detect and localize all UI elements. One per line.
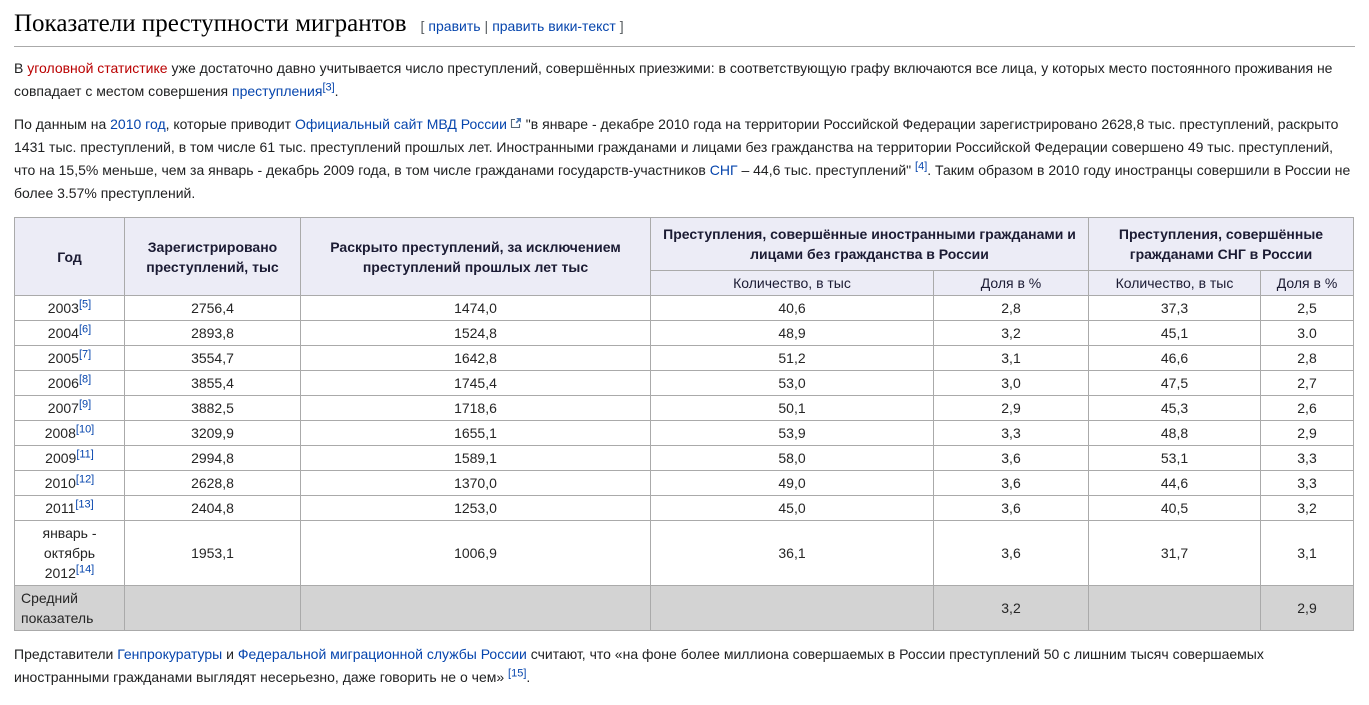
table-header-row-1: [15, 218, 1354, 271]
edit-bracket-open: [: [420, 18, 425, 34]
link-wrap: [110, 116, 165, 132]
reference-link[interactable]: [10]: [75, 423, 95, 436]
section-heading: [14, 6, 1355, 47]
reference-marker: [76, 448, 94, 460]
data-cell-solved: 1006,9: [301, 521, 651, 586]
data-cell-foreign_qty: 58,0: [651, 446, 934, 471]
data-cell-registered: 2994,8: [125, 446, 301, 471]
year-cell: 2011[13]: [15, 496, 125, 521]
edit-section: [421, 18, 624, 34]
data-cell-foreign_qty: 50,1: [651, 396, 934, 421]
header-foreign-share: Доля в %: [934, 271, 1089, 296]
data-cell-cis_share: 2,9: [1261, 421, 1354, 446]
data-cell-cis_qty: 46,6: [1089, 346, 1261, 371]
data-cell-cis_qty: 48,8: [1089, 421, 1261, 446]
data-cell-registered: 3209,9: [125, 421, 301, 446]
average-cell-cis_share: 2,9: [1261, 586, 1354, 631]
link-wrap: [238, 646, 527, 662]
data-cell-cis_share: 3,3: [1261, 471, 1354, 496]
wiki-link[interactable]: Федеральной миграционной службы России: [237, 646, 527, 663]
external-link-icon: [510, 117, 522, 129]
data-cell-foreign_share: 3,6: [934, 446, 1089, 471]
reference-link[interactable]: [14]: [75, 563, 95, 576]
reference-marker: [76, 423, 94, 435]
header-cis-group: Преступления, совершённые гражданами СНГ в России: [1089, 218, 1354, 271]
average-cell-registered: [125, 586, 301, 631]
year-cell: 2003[5]: [15, 296, 125, 321]
average-cell-cis_qty: [1089, 586, 1261, 631]
data-cell-cis_qty: 53,1: [1089, 446, 1261, 471]
reference-link[interactable]: [4]: [915, 160, 928, 173]
wiki-link[interactable]: Генпрокуратуры: [117, 646, 223, 663]
reference-marker: [79, 298, 91, 310]
table-row: [15, 296, 1354, 321]
data-cell-solved: 1655,1: [301, 421, 651, 446]
data-cell-foreign_share: 3,2: [934, 321, 1089, 346]
year-cell: 2005[7]: [15, 346, 125, 371]
data-cell-foreign_qty: 51,2: [651, 346, 934, 371]
year-cell: 2008[10]: [15, 421, 125, 446]
data-cell-registered: 1953,1: [125, 521, 301, 586]
link-wrap: [117, 646, 222, 662]
data-cell-foreign_share: 3,3: [934, 421, 1089, 446]
data-cell-registered: 2404,8: [125, 496, 301, 521]
paragraph-officials-opinion: [14, 643, 1355, 689]
reference-marker: [79, 348, 91, 360]
data-cell-cis_share: 3.0: [1261, 321, 1354, 346]
link-wrap: [710, 162, 738, 178]
data-cell-foreign_qty: 48,9: [651, 321, 934, 346]
data-cell-cis_qty: 31,7: [1089, 521, 1261, 586]
text-run: В: [14, 59, 28, 76]
edit-bracket-close: ]: [619, 18, 624, 34]
red-wiki-link[interactable]: уголовной статистике: [27, 59, 168, 76]
data-cell-cis_share: 3,1: [1261, 521, 1354, 586]
header-foreign-group: Преступления, совершённые иностранными гражданами и лицами без гражданства в России: [651, 218, 1089, 271]
reference-marker: [79, 373, 91, 385]
reference-marker: [79, 398, 91, 410]
edit-separator: |: [484, 18, 489, 34]
reference-marker: [322, 81, 334, 93]
external-link[interactable]: Официальный сайт МВД России: [294, 115, 507, 132]
edit-wikitext-link[interactable]: править вики-текст: [492, 18, 616, 34]
data-cell-registered: 3855,4: [125, 371, 301, 396]
data-cell-solved: 1474,0: [301, 296, 651, 321]
data-cell-foreign_share: 3,6: [934, 521, 1089, 586]
data-cell-solved: 1589,1: [301, 446, 651, 471]
reference-link[interactable]: [13]: [75, 498, 94, 511]
table-row: [15, 396, 1354, 421]
text-run: уже достаточно давно учитывается число преступлений, совершённых приезжими: в соответствующую графу включаются все лица, у которых место постоянного проживания не совпадает с местом совершения: [14, 59, 1333, 99]
text-run: и: [222, 646, 238, 663]
year-cell: 2007[9]: [15, 396, 125, 421]
average-cell-foreign_qty: [651, 586, 934, 631]
text-run: . Таким образом в 2010 году иностранцы совершили в России не более 3.57% преступлений.: [14, 161, 1351, 201]
data-cell-cis_share: 2,8: [1261, 346, 1354, 371]
migrant-crime-table: [14, 217, 1354, 631]
data-cell-solved: 1642,8: [301, 346, 651, 371]
data-cell-registered: 3882,5: [125, 396, 301, 421]
text-run: .: [526, 669, 531, 686]
data-cell-solved: 1745,4: [301, 371, 651, 396]
data-cell-registered: 3554,7: [125, 346, 301, 371]
reference-link[interactable]: [15]: [508, 667, 527, 680]
table-row: [15, 446, 1354, 471]
average-row-label: Средний показатель: [15, 586, 125, 631]
reference-marker: [915, 160, 927, 172]
table-row: [15, 321, 1354, 346]
average-cell-solved: [301, 586, 651, 631]
data-cell-cis_share: 2,6: [1261, 396, 1354, 421]
link-wrap: [27, 60, 167, 76]
data-cell-cis_share: 2,7: [1261, 371, 1354, 396]
year-cell: 2004[6]: [15, 321, 125, 346]
header-cis-quantity: Количество, в тыс: [1089, 271, 1261, 296]
data-cell-foreign_qty: 36,1: [651, 521, 934, 586]
paragraph-mvd-2010: [14, 113, 1355, 205]
reference-link[interactable]: [12]: [75, 473, 95, 486]
data-cell-foreign_share: 3,6: [934, 496, 1089, 521]
table-row: [15, 421, 1354, 446]
data-cell-foreign_share: 3,0: [934, 371, 1089, 396]
data-cell-foreign_share: 2,8: [934, 296, 1089, 321]
table-row: [15, 471, 1354, 496]
reference-marker: [508, 668, 526, 680]
data-cell-cis_share: 3,3: [1261, 446, 1354, 471]
data-cell-cis_qty: 45,3: [1089, 396, 1261, 421]
wiki-link[interactable]: преступления: [232, 82, 323, 99]
reference-link[interactable]: [5]: [78, 298, 92, 311]
data-cell-registered: 2628,8: [125, 471, 301, 496]
text-run: , которые приводит: [165, 115, 295, 132]
data-cell-cis_qty: 47,5: [1089, 371, 1261, 396]
reference-link[interactable]: [9]: [78, 398, 92, 411]
data-cell-cis_qty: 44,6: [1089, 471, 1261, 496]
header-registered: Зарегистрировано преступлений, тыс: [125, 218, 301, 296]
data-cell-foreign_share: 3,1: [934, 346, 1089, 371]
data-cell-cis_qty: 40,5: [1089, 496, 1261, 521]
data-cell-foreign_qty: 53,0: [651, 371, 934, 396]
data-cell-foreign_qty: 49,0: [651, 471, 934, 496]
reference-marker: [76, 473, 94, 485]
reference-link[interactable]: [8]: [78, 373, 92, 386]
table-row: [15, 496, 1354, 521]
data-cell-cis_qty: 45,1: [1089, 321, 1261, 346]
external-link-wrap: [295, 116, 522, 132]
year-cell: январь - октябрь 2012[14]: [15, 521, 125, 586]
header-year: Год: [15, 218, 125, 296]
header-cis-share: Доля в %: [1261, 271, 1354, 296]
data-cell-cis_qty: 37,3: [1089, 296, 1261, 321]
text-run: – 44,6 тыс. преступлений": [737, 161, 916, 178]
wiki-link[interactable]: СНГ: [709, 161, 738, 178]
data-cell-solved: 1718,6: [301, 396, 651, 421]
table-row: [15, 346, 1354, 371]
header-foreign-quantity: Количество, в тыс: [651, 271, 934, 296]
text-run: "в январе - декабре 2010 года на территории Российской Федерации зарегистрировано 2628,8 тыс. преступлений, раскрыто 1431 тыс. преступлений, в том числе 61 тыс. преступлений прошлых лет. Иностранными гражданами и лицами без гражданства на территории Российской Федерации совершено 49 тыс. преступлений, что на 15,5% меньше, чем за январь - декабрь 2009 года, в том числе гражданами государств-участников: [14, 115, 1339, 178]
reference-marker: [79, 323, 91, 335]
data-cell-foreign_share: 3,6: [934, 471, 1089, 496]
link-wrap: [232, 83, 322, 99]
data-cell-solved: 1370,0: [301, 471, 651, 496]
reference-link[interactable]: [11]: [76, 448, 94, 461]
header-solved: Раскрыто преступлений, за исключением преступлений прошлых лет тыс: [301, 218, 651, 296]
reference-marker: [75, 498, 93, 510]
reference-link[interactable]: [6]: [78, 323, 92, 336]
wiki-link[interactable]: 2010 год: [110, 115, 166, 132]
data-cell-cis_share: 2,5: [1261, 296, 1354, 321]
text-run: .: [334, 82, 339, 99]
data-cell-foreign_qty: 40,6: [651, 296, 934, 321]
year-cell: 2006[8]: [15, 371, 125, 396]
text-run: считают, что «на фоне более миллиона совершаемых в России преступлений 50 с лишним тысяч совершаемых иностранными гражданами выглядят несерьезно, даже говорить не о чем»: [14, 646, 1264, 686]
data-cell-solved: 1253,0: [301, 496, 651, 521]
reference-link[interactable]: [3]: [322, 80, 335, 93]
page-title: Показатели преступности мигрантов: [14, 10, 407, 37]
table-row: [15, 521, 1354, 586]
data-cell-solved: 1524,8: [301, 321, 651, 346]
data-cell-foreign_qty: 53,9: [651, 421, 934, 446]
average-cell-foreign_share: 3,2: [934, 586, 1089, 631]
reference-marker: [76, 563, 94, 575]
reference-link[interactable]: [7]: [78, 348, 92, 361]
edit-link[interactable]: править: [428, 18, 481, 34]
text-run: Представители: [14, 646, 118, 663]
data-cell-foreign_qty: 45,0: [651, 496, 934, 521]
paragraph-crime-statistics: [14, 57, 1355, 103]
average-row: [15, 586, 1354, 631]
text-run: По данным на: [14, 115, 111, 132]
data-cell-registered: 2756,4: [125, 296, 301, 321]
year-cell: 2010[12]: [15, 471, 125, 496]
year-cell: 2009[11]: [15, 446, 125, 471]
data-cell-registered: 2893,8: [125, 321, 301, 346]
data-cell-cis_share: 3,2: [1261, 496, 1354, 521]
data-cell-foreign_share: 2,9: [934, 396, 1089, 421]
table-row: [15, 371, 1354, 396]
